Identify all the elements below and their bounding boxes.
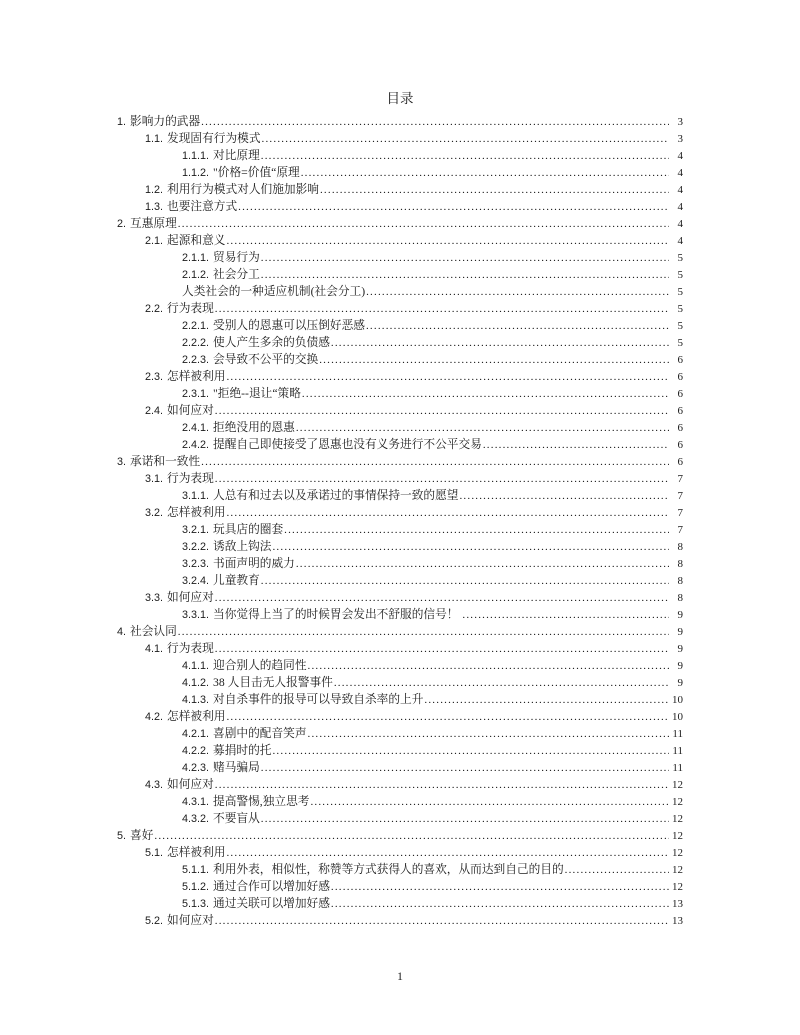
toc-leader-dots (178, 215, 669, 233)
toc-entry[interactable] (117, 130, 683, 147)
toc-leader-dots (261, 759, 669, 777)
toc-entry[interactable] (117, 589, 683, 606)
toc-entry-page: 6 (677, 354, 683, 366)
toc-entry[interactable] (117, 317, 683, 334)
toc-leader-dots (238, 198, 669, 216)
toc-entry-number: 1. (117, 116, 127, 128)
toc-entry-page: 6 (677, 405, 683, 417)
toc-leader-dots (226, 708, 669, 726)
toc-entry-number: 3.2.3. (182, 558, 210, 570)
toc-entry-title: 怎样被利用 (167, 710, 226, 723)
toc-entry-page: 5 (677, 337, 683, 349)
toc-leader-dots (261, 572, 669, 590)
toc-entry-number: 2.3.1. (182, 388, 210, 400)
toc-entry-page: 4 (677, 201, 683, 213)
toc-entry-page: 4 (677, 218, 683, 230)
toc-entry[interactable] (117, 844, 683, 861)
toc-entry-page: 10 (672, 694, 683, 706)
toc-entry-page: 6 (677, 371, 683, 383)
toc-entry-page: 7 (677, 524, 683, 536)
page-number-footer: 1 (397, 969, 403, 983)
toc-entry[interactable] (117, 385, 683, 402)
toc-leader-dots (310, 793, 669, 811)
toc-entry[interactable] (117, 164, 683, 181)
toc-entry-title: 诱敌上钩法 (213, 540, 272, 553)
toc-leader-dots (296, 419, 669, 437)
toc-entry[interactable] (117, 759, 683, 776)
toc-entry-page: 9 (677, 660, 683, 672)
toc-entry-title: 提高警惕,独立思考 (213, 795, 310, 808)
toc-entry-number: 2.3. (145, 371, 164, 383)
toc-leader-dots (215, 776, 669, 794)
toc-entry-title: 不要盲从 (213, 812, 260, 825)
toc-entry-page: 13 (672, 898, 683, 910)
toc-entry[interactable] (117, 708, 683, 725)
toc-entry-title: 行为表现 (167, 302, 214, 315)
toc-entry[interactable] (117, 606, 683, 623)
toc-entry-number: 3.1. (145, 473, 164, 485)
toc-entry-title: 对比原理 (213, 149, 260, 162)
toc-entry-title: 迎合别人的趋同性 (213, 659, 307, 672)
toc-entry-title: 起源和意义 (167, 234, 226, 247)
toc-entry-page: 9 (677, 626, 683, 638)
toc-entry[interactable] (117, 640, 683, 657)
toc-entry-number: 2.1. (145, 235, 164, 247)
toc-entry-title: 怎样被利用 (167, 846, 226, 859)
toc-entry-title: 怎样被利用 (167, 506, 226, 519)
toc-entry[interactable] (117, 572, 683, 589)
toc-leader-dots (215, 912, 669, 930)
toc-leader-dots (201, 113, 669, 131)
toc-entry-number: 3.3.1. (182, 609, 210, 621)
toc-entry[interactable] (117, 283, 683, 300)
toc-entry-title: 通过合作可以增加好感 (213, 880, 330, 893)
toc-entry-page: 5 (677, 286, 683, 298)
toc-leader-dots (308, 657, 669, 675)
toc-entry-page: 6 (677, 439, 683, 451)
toc-leader-dots (366, 317, 669, 335)
toc-entry-number: 2.2.2. (182, 337, 210, 349)
toc-entry-number: 4.2.2. (182, 745, 210, 757)
toc-entry-number: 3.3. (145, 592, 164, 604)
toc-entry-number: 3.1.1. (182, 490, 210, 502)
toc-entry[interactable] (117, 453, 683, 470)
toc-leader-dots (302, 385, 669, 403)
toc-entry-page: 6 (677, 456, 683, 468)
toc-leader-dots (215, 402, 669, 420)
toc-entry-page: 8 (677, 541, 683, 553)
toc-entry-number: 5.2. (145, 915, 164, 927)
toc-entry-title: 发现固有行为模式 (167, 132, 261, 145)
toc-entry-number: 3. (117, 456, 127, 468)
toc-entry-page: 4 (677, 150, 683, 162)
toc-leader-dots (261, 147, 669, 165)
toc-entry-number: 4.3.2. (182, 813, 210, 825)
toc-entry-number: 4.1. (145, 643, 164, 655)
toc-entry-number: 3.2.2. (182, 541, 210, 553)
toc-entry-title: 使人产生多余的负债感 (213, 336, 330, 349)
toc-entry-number: 4.3. (145, 779, 164, 791)
toc-entry-page: 5 (677, 303, 683, 315)
toc-leader-dots (462, 606, 669, 624)
toc-leader-dots (215, 640, 669, 658)
toc-leader-dots (331, 895, 669, 913)
toc-entry-page: 7 (677, 507, 683, 519)
toc-entry[interactable] (117, 776, 683, 793)
toc-entry-page: 6 (677, 388, 683, 400)
toc-entry-page: 7 (677, 473, 683, 485)
toc-entry[interactable] (117, 538, 683, 555)
toc-entry[interactable] (117, 113, 683, 130)
toc-entry-title: 玩具店的圈套 (213, 523, 284, 536)
toc-leader-dots (301, 164, 669, 182)
toc-entry-title: 喜好 (130, 829, 154, 842)
toc-entry-title: 社会认同 (130, 625, 177, 638)
toc-entry-title: 会导致不公平的交换 (213, 353, 319, 366)
toc-entry-title: 人类社会的一种适应机制(社会分工) (182, 285, 366, 298)
toc-entry-title: 也要注意方式 (167, 200, 238, 213)
toc-entry-number: 4. (117, 626, 127, 638)
toc-leader-dots (154, 827, 669, 845)
toc-entry-page: 10 (672, 711, 683, 723)
toc-entry-page: 12 (672, 813, 683, 825)
toc-entry[interactable] (117, 419, 683, 436)
toc-entry-page: 4 (677, 184, 683, 196)
toc-entry-title: 如何应对 (167, 591, 214, 604)
toc-leader-dots (424, 691, 669, 709)
toc-entry[interactable] (117, 368, 683, 385)
toc-entry[interactable] (117, 861, 683, 878)
toc-entry[interactable] (117, 691, 683, 708)
toc-entry-number: 2.1.2. (182, 269, 210, 281)
toc-entry-page: 8 (677, 558, 683, 570)
toc-entry-number: 1.1. (145, 133, 164, 145)
toc-entry[interactable] (117, 810, 683, 827)
toc-leader-dots (261, 249, 669, 267)
toc-entry-title: 怎样被利用 (167, 370, 226, 383)
toc-entry-title: 募捐时的托 (213, 744, 272, 757)
toc-entry-title: 38 人目击无人报警事件 (213, 676, 333, 689)
toc-entry[interactable] (117, 623, 683, 640)
toc-entry-number: 3.2.4. (182, 575, 210, 587)
toc-entry-title: 利用行为模式对人们施加影响 (167, 183, 319, 196)
toc-entry-number: 5.1.3. (182, 898, 210, 910)
toc-leader-dots (261, 810, 669, 828)
toc-entry[interactable] (117, 793, 683, 810)
toc-entry[interactable] (117, 147, 683, 164)
toc-entry[interactable] (117, 198, 683, 215)
toc-leader-dots (215, 589, 669, 607)
toc-entry-page: 4 (677, 235, 683, 247)
toc-leader-dots (272, 538, 669, 556)
toc-entry-title: 拒绝没用的恩惠 (213, 421, 295, 434)
toc-entry[interactable] (117, 504, 683, 521)
toc-entry-page: 5 (677, 269, 683, 281)
toc-entry-number: 3.2. (145, 507, 164, 519)
toc-entry-title: 受别人的恩惠可以压倒好恶感 (213, 319, 365, 332)
toc-entry[interactable] (117, 487, 683, 504)
toc-entry[interactable] (117, 249, 683, 266)
toc-entry-number: 1.3. (145, 201, 164, 213)
toc-entry-page: 6 (677, 422, 683, 434)
toc-leader-dots (319, 351, 669, 369)
toc-entry-title: 如何应对 (167, 404, 214, 417)
toc-entry[interactable] (117, 827, 683, 844)
toc-entry-title: 赌马骗局 (213, 761, 260, 774)
toc-entry-number: 5.1. (145, 847, 164, 859)
toc-entry[interactable] (117, 521, 683, 538)
toc-entry-page: 3 (677, 133, 683, 145)
toc-entry-title: "价格=价值“原理 (213, 166, 300, 179)
toc-entry[interactable] (117, 402, 683, 419)
toc-entry[interactable] (117, 895, 683, 912)
toc-entry[interactable] (117, 725, 683, 742)
toc-entry[interactable] (117, 657, 683, 674)
toc-entry[interactable] (117, 470, 683, 487)
toc-leader-dots (226, 844, 669, 862)
toc-entry-number: 2.2.3. (182, 354, 210, 366)
toc-entry-title: 社会分工 (213, 268, 260, 281)
toc-entry[interactable] (117, 436, 683, 453)
toc-entry-page: 9 (677, 677, 683, 689)
toc-leader-dots (261, 266, 669, 284)
toc-entry-number: 2. (117, 218, 127, 230)
toc-entry[interactable] (117, 181, 683, 198)
toc-entry[interactable] (117, 674, 683, 691)
toc-entry-page: 12 (672, 796, 683, 808)
toc-entry-number: 2.2.1. (182, 320, 210, 332)
toc-entry[interactable] (117, 215, 683, 232)
toc-entry-page: 4 (677, 167, 683, 179)
toc-leader-dots (331, 334, 669, 352)
toc-entry[interactable] (117, 351, 683, 368)
toc-entry-title: 行为表现 (167, 642, 214, 655)
toc-leader-dots (565, 861, 669, 879)
toc-entry-number: 4.2.1. (182, 728, 210, 740)
toc-leader-dots (215, 300, 669, 318)
toc-entry-number: 3.2.1. (182, 524, 210, 536)
toc-entry-page: 3 (677, 116, 683, 128)
toc-entry-number: 2.1.1. (182, 252, 210, 264)
toc-entry-title: 提醒自己即使接受了恩惠也没有义务进行不公平交易 (213, 438, 482, 451)
toc-entry-number: 5.1.1. (182, 864, 210, 876)
toc-entry-title: "拒绝--退让“策略 (213, 387, 301, 400)
toc-entry-title: 当你觉得上当了的时候胃会发出不舒服的信号！ (213, 608, 462, 621)
toc-entry-number: 5.1.2. (182, 881, 210, 893)
toc-entry-number: 2.4. (145, 405, 164, 417)
toc-entry-title: 如何应对 (167, 778, 214, 791)
toc-entry-page: 11 (672, 728, 683, 740)
toc-entry-page: 9 (677, 609, 683, 621)
toc-entry-page: 8 (677, 575, 683, 587)
toc-entry-title: 书面声明的威力 (213, 557, 295, 570)
toc-entry-title: 贸易行为 (213, 251, 260, 264)
toc-entry[interactable] (117, 912, 683, 929)
toc-leader-dots (483, 436, 669, 454)
toc-leader-dots (296, 555, 669, 573)
toc-leader-dots (226, 368, 669, 386)
toc-leader-dots (459, 487, 669, 505)
toc-entry-number: 4.1.3. (182, 694, 210, 706)
toc-entry-page: 12 (672, 830, 683, 842)
toc-leader-dots (262, 130, 669, 148)
toc-entry-title: 通过关联可以增加好感 (213, 897, 330, 910)
toc-leader-dots (178, 623, 669, 641)
toc-entry-title: 承诺和一致性 (130, 455, 201, 468)
toc-entry[interactable] (117, 232, 683, 249)
toc-entry-number: 5. (117, 830, 127, 842)
toc-entry-page: 11 (672, 762, 683, 774)
toc-entry-page: 11 (672, 745, 683, 757)
toc-entry[interactable] (117, 878, 683, 895)
toc-entry-page: 5 (677, 320, 683, 332)
toc-leader-dots (334, 674, 669, 692)
toc-entry-number: 4.2.3. (182, 762, 210, 774)
toc-entry-number: 2.4.1. (182, 422, 210, 434)
toc-entry[interactable] (117, 334, 683, 351)
toc-entry[interactable] (117, 742, 683, 759)
toc-leader-dots (331, 878, 669, 896)
toc-entry-title: 如何应对 (167, 914, 214, 927)
toc-entry-number: 4.3.1. (182, 796, 210, 808)
toc-list (117, 113, 683, 929)
toc-leader-dots (366, 283, 669, 301)
toc-entry-page: 9 (677, 643, 683, 655)
toc-entry-number: 4.1.2. (182, 677, 210, 689)
toc-entry[interactable] (117, 555, 683, 572)
toc-entry-page: 12 (672, 881, 683, 893)
toc-entry-title: 对自杀事件的报导可以导致自杀率的上升 (213, 693, 424, 706)
toc-entry-page: 5 (677, 252, 683, 264)
toc-entry-number: 4.1.1. (182, 660, 210, 672)
toc-entry-number: 4.2. (145, 711, 164, 723)
toc-entry-title: 利用外表，相似性，称赞等方式获得人的喜欢，从而达到自己的目的 (213, 863, 564, 876)
toc-entry-page: 13 (672, 915, 683, 927)
toc-entry-number: 1.2. (145, 184, 164, 196)
toc-entry-title: 儿童教育 (213, 574, 260, 587)
toc-entry-page: 12 (672, 864, 683, 876)
toc-entry-title: 影响力的武器 (130, 115, 201, 128)
toc-entry-page: 12 (672, 779, 683, 791)
toc-title: 目录 (386, 91, 414, 106)
toc-entry-title: 行为表现 (167, 472, 214, 485)
toc-entry-page: 7 (677, 490, 683, 502)
toc-leader-dots (226, 504, 669, 522)
toc-entry-title: 互惠原理 (130, 217, 177, 230)
toc-entry-title: 喜剧中的配音笑声 (213, 727, 307, 740)
toc-entry[interactable] (117, 266, 683, 283)
toc-leader-dots (320, 181, 669, 199)
toc-entry-number: 1.1.2. (182, 167, 210, 179)
toc-leader-dots (226, 232, 669, 250)
toc-entry-page: 12 (672, 847, 683, 859)
toc-entry-page: 8 (677, 592, 683, 604)
toc-leader-dots (215, 470, 669, 488)
toc-entry-title: 人总有和过去以及承诺过的事情保持一致的愿望 (213, 489, 459, 502)
toc-entry-number: 1.1.1. (182, 150, 210, 162)
toc-entry-number: 2.2. (145, 303, 164, 315)
toc-leader-dots (272, 742, 669, 760)
toc-leader-dots (284, 521, 669, 539)
toc-leader-dots (308, 725, 669, 743)
toc-entry-number: 2.4.2. (182, 439, 210, 451)
toc-leader-dots (201, 453, 669, 471)
toc-entry[interactable] (117, 300, 683, 317)
